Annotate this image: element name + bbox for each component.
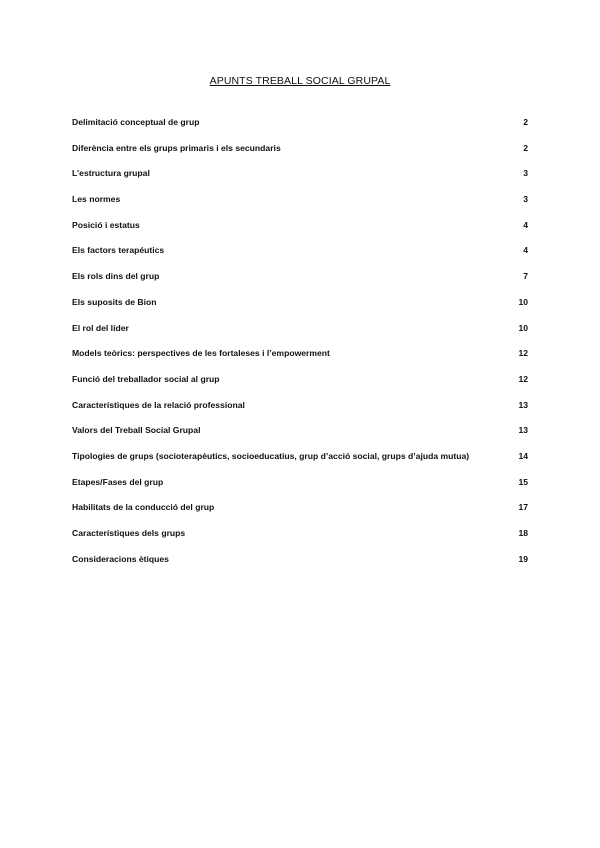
toc-entry-page: 4 [523, 245, 528, 256]
toc-entry-page: 13 [518, 425, 528, 436]
toc-entry-page: 10 [518, 322, 528, 333]
toc-entry-label: Característiques dels grups [72, 528, 186, 538]
toc-entry-label: Models teòrics: perspectives de les fortaleses i l’empowerment [72, 348, 330, 359]
toc-entry-label: Habilitats de la conducció del grup [72, 502, 215, 513]
toc-entry-label: Delimitació conceptual de grup [72, 117, 200, 127]
toc-entry-label: Els suposits de Bion [72, 296, 157, 307]
toc-entry[interactable] [72, 271, 528, 297]
toc-entry[interactable] [72, 323, 528, 349]
toc-entry-page: 19 [518, 553, 528, 564]
toc-entry[interactable] [72, 220, 528, 246]
toc-entry-label: Consideracions ètiques [72, 553, 169, 564]
toc-entry[interactable] [72, 297, 528, 323]
toc-entry-page: 4 [523, 219, 528, 230]
toc-entry-label: L’estructura grupal [72, 168, 150, 179]
toc-entry[interactable] [72, 374, 528, 400]
toc-entry-page: 12 [518, 373, 528, 384]
toc-entry-label: Tipologies de grups (socioterapèutics, socioeducatius, grup d’acció social, grups d’ajuda mutua) [72, 450, 470, 461]
toc-entry-page: 15 [518, 476, 528, 487]
toc-entry-page: 18 [518, 528, 528, 538]
toc-entry[interactable] [72, 400, 528, 426]
toc-entry-page: 3 [523, 168, 528, 179]
toc-entry-label: Característiques de la relació professional [72, 399, 245, 410]
toc-entry-page: 3 [523, 194, 528, 205]
toc-entry[interactable] [72, 348, 528, 374]
document-title: APUNTS TREBALL SOCIAL GRUPAL [209, 75, 391, 87]
toc-entry-page: 12 [518, 348, 528, 359]
toc-entry-page: 13 [518, 399, 528, 410]
toc-entry[interactable] [72, 502, 528, 528]
toc-entry-label: Els rols dins del grup [72, 271, 160, 282]
toc-entry-page: 2 [523, 142, 528, 153]
toc-entry[interactable] [72, 451, 528, 477]
toc-entry-page: 14 [518, 450, 528, 461]
toc-entry[interactable] [72, 168, 528, 194]
toc-entry[interactable] [72, 117, 528, 143]
toc-entry-label: Etapes/Fases del grup [72, 476, 164, 487]
toc-entry[interactable] [72, 194, 528, 220]
toc-entry[interactable] [72, 245, 528, 271]
toc-entry[interactable] [72, 554, 528, 580]
toc-entry-page: 2 [523, 117, 528, 127]
toc-entry-label: Funció del treballador social al grup [72, 373, 220, 384]
toc-entry-label: Diferència entre els grups primaris i els secundaris [72, 142, 281, 153]
toc-entry-label: Les normes [72, 194, 121, 205]
toc-entry-page: 7 [523, 271, 528, 282]
toc-entry[interactable] [72, 425, 528, 451]
toc-entry-page: 10 [518, 296, 528, 307]
toc-entry[interactable] [72, 528, 528, 554]
toc-entry-page: 17 [518, 502, 528, 513]
table-of-contents [72, 117, 528, 579]
toc-entry-label: Valors del Treball Social Grupal [72, 425, 201, 436]
toc-entry[interactable] [72, 477, 528, 503]
toc-entry-label: Els factors terapéutics [72, 245, 165, 256]
toc-entry-label: El rol del líder [72, 322, 129, 333]
toc-entry-label: Posició i estatus [72, 219, 140, 230]
toc-entry[interactable] [72, 143, 528, 169]
